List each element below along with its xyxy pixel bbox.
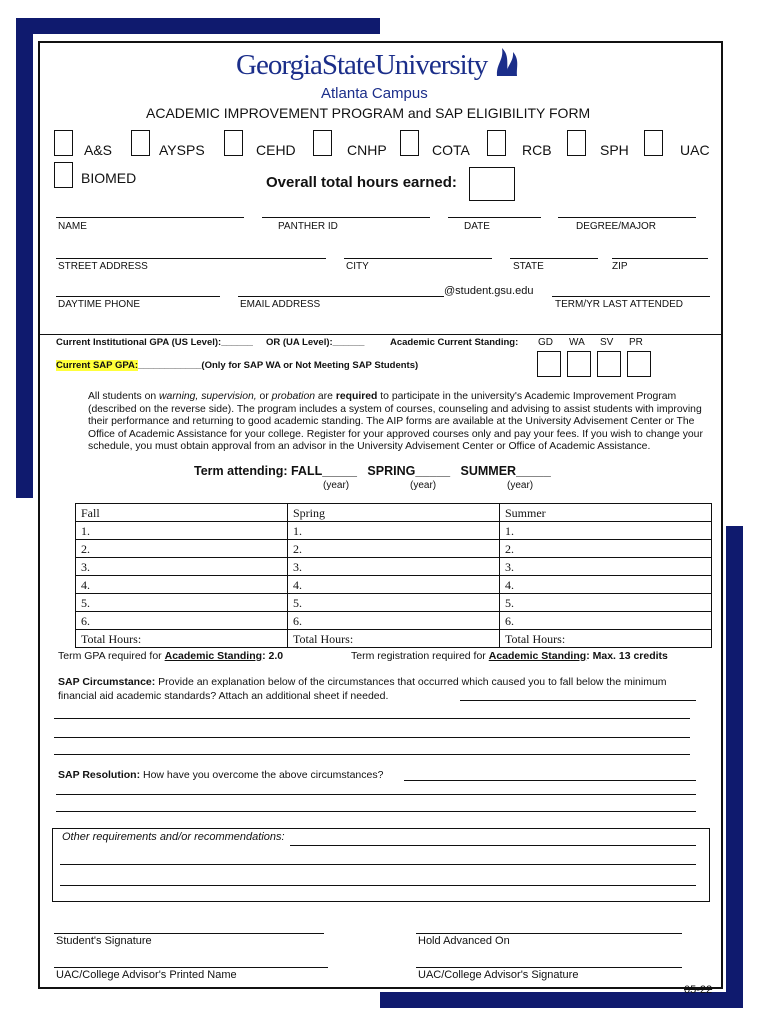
standing-box-gd[interactable] [537,351,561,377]
sap-res-line-1[interactable] [404,780,696,781]
sap-circ-line-2[interactable] [54,718,690,719]
college-label-rcb: RCB [522,142,552,158]
flame-logo-icon [494,46,522,78]
standing-code-pr: PR [629,337,643,348]
reg-req-value: : Max. 13 credits [586,650,668,662]
checkbox-as[interactable] [54,130,73,156]
spring-row-2[interactable]: 2. [288,540,500,558]
college-label-sph: SPH [600,142,629,158]
standing-code-wa: WA [569,337,585,348]
spring-row-6[interactable]: 6. [288,612,500,630]
name-label: NAME [58,221,87,232]
term-reg-requirement [351,650,668,662]
gpa-req-value: : 2.0 [262,650,284,662]
college-label-biomed: BIOMED [81,170,137,186]
spring-row-3[interactable]: 3. [288,558,500,576]
summer-row-1[interactable]: 1. [500,522,712,540]
para-required: required [335,391,378,402]
fall-row-4[interactable]: 4. [76,576,288,594]
table-row[interactable] [76,594,712,612]
other-line-1[interactable] [290,845,696,846]
email-suffix: @student.gsu.edu [444,285,534,297]
hold-advanced-line[interactable] [416,933,682,934]
col-summer: Summer [500,504,712,522]
summer-row-5[interactable]: 5. [500,594,712,612]
form-title: ACADEMIC IMPROVEMENT PROGRAM and SAP ELIGIBILITY FORM [146,105,591,121]
summer-row-2[interactable]: 2. [500,540,712,558]
college-label-cota: COTA [432,142,470,158]
spring-row-5[interactable]: 5. [288,594,500,612]
standing-box-wa[interactable] [567,351,591,377]
spring-row-4[interactable]: 4. [288,576,500,594]
term-last-label: TERM/YR LAST ATTENDED [555,299,683,310]
street-label: STREET ADDRESS [58,261,148,272]
other-line-3[interactable] [60,885,696,886]
college-label-aysps: AYSPS [159,142,205,158]
term-last-line[interactable] [552,296,710,297]
college-label-as: A&S [84,142,113,158]
para-text-4: to participate in the university's Academic Improvement Program (described on the reverse side). The program includes a system of courses, counseling and advising to assist students with improving their performance and returning to good academic standing. The AIP forms are available at the University Advisement Center or The Office of Academic Assistance for your college. Register for your approved courses only and pay your fees. If you wish to change your schedule, you must obtain approval from an advisor in the University Advisement Center or Office of Academic Assistance. [88,391,703,453]
fall-total[interactable]: Total Hours: [76,630,288,648]
advisor-signature-label: UAC/College Advisor's Signature [418,969,579,981]
col-fall: Fall [76,504,288,522]
panther-id-label: PANTHER ID [278,221,338,232]
reg-req-standing: Academic Standing [488,650,587,662]
gpa-top-rule [40,334,721,335]
sap-circumstance-text [58,676,698,703]
degree-line[interactable] [558,217,696,218]
ua-level-gpa: OR (UA Level):______ [266,337,365,348]
panther-id-line[interactable] [262,217,430,218]
advisor-signature-line[interactable] [416,967,682,968]
standing-code-sv: SV [600,337,614,348]
instructions-paragraph [88,391,712,454]
standing-box-sv[interactable] [597,351,621,377]
current-inst-gpa: Current Institutional GPA (US Level):______ [56,337,253,348]
sap-gpa-highlight: Current SAP GPA: [56,360,138,371]
checkbox-aysps[interactable] [131,130,150,156]
degree-label: DEGREE/MAJOR [576,221,657,232]
student-signature-line[interactable] [54,933,324,934]
sap-circ-line-4[interactable] [54,754,690,755]
decor-bar-right [726,526,743,1006]
city-line[interactable] [344,258,492,259]
sap-gpa-note: (Only for SAP WA or Not Meeting SAP Students) [201,360,419,371]
student-signature-label: Student's Signature [56,935,152,947]
sap-circ-label: SAP Circumstance: [58,676,156,688]
advisor-name-label: UAC/College Advisor's Printed Name [56,969,237,981]
course-hours-table [75,503,712,648]
sap-gpa-blank: ____________ [138,360,202,371]
hold-advanced-label: Hold Advanced On [418,935,510,947]
email-line[interactable] [238,296,444,297]
sap-res-label: SAP Resolution: [58,769,141,781]
table-total-row[interactable] [76,630,712,648]
standing-label: Academic Current Standing: [390,337,519,348]
para-text-2: or [256,391,272,402]
gpa-req-standing: Academic Standing [164,650,263,662]
zip-label: ZIP [612,261,628,272]
fall-row-2[interactable]: 2. [76,540,288,558]
fall-row-3[interactable]: 3. [76,558,288,576]
advisor-name-line[interactable] [54,967,328,968]
gpa-req-prefix: Term GPA required for [58,650,165,662]
term-year-fall: (year) [323,480,350,491]
summer-row-6[interactable]: 6. [500,612,712,630]
table-row[interactable] [76,522,712,540]
sap-circ-line-3[interactable] [54,737,690,738]
decor-bar-top [16,18,380,34]
term-year-spring: (year) [410,480,437,491]
sap-res-question: How have you overcome the above circumstances? [140,769,384,781]
para-text-3: are [315,391,336,402]
other-requirements-label: Other requirements and/or recommendations: [62,831,285,843]
checkbox-cnhp[interactable] [313,130,332,156]
fall-row-5[interactable]: 5. [76,594,288,612]
overall-hours-label: Overall total hours earned: [266,174,457,191]
para-probation: probation [271,391,316,402]
summer-row-3[interactable]: 3. [500,558,712,576]
checkbox-rcb[interactable] [487,130,506,156]
email-label: EMAIL ADDRESS [240,299,321,310]
checkbox-uac[interactable] [644,130,663,156]
college-label-cnhp: CNHP [347,142,387,158]
table-row[interactable] [76,612,712,630]
spring-total[interactable]: Total Hours: [288,630,500,648]
phone-line[interactable] [56,296,220,297]
para-text-1: All students on [88,391,160,402]
checkbox-sph[interactable] [567,130,586,156]
summer-total[interactable]: Total Hours: [500,630,712,648]
overall-hours-input[interactable] [469,167,515,201]
term-attending-label: Term attending: FALL_____ SPRING_____ SUMMER_____ [194,464,551,478]
sap-resolution-text [58,769,383,781]
para-warning: warning, supervision, [159,391,257,402]
table-header-row [76,504,712,522]
university-name: GeorgiaStateUniversity [236,49,488,81]
checkbox-cota[interactable] [400,130,419,156]
reg-req-prefix: Term registration required for [351,650,489,662]
sap-circ-question: Provide an explanation below of the circumstances that occurred which caused you to fall below the minimum financial aid academic standards? Attach an additional sheet if needed. [58,676,667,702]
checkbox-cehd[interactable] [224,130,243,156]
term-year-summer: (year) [507,480,534,491]
name-line[interactable] [56,217,244,218]
college-label-cehd: CEHD [256,142,296,158]
term-gpa-requirement [58,650,283,662]
date-label: DATE [464,221,490,232]
table-row[interactable] [76,558,712,576]
other-line-2[interactable] [60,864,696,865]
sap-res-line-3[interactable] [56,811,696,812]
sap-circ-line-1[interactable] [460,700,696,701]
table-row[interactable] [76,540,712,558]
table-row[interactable] [76,576,712,594]
city-label: CITY [346,261,369,272]
fall-row-6[interactable]: 6. [76,612,288,630]
campus-label: Atlanta Campus [321,85,428,102]
street-line[interactable] [56,258,326,259]
zip-line[interactable] [612,258,708,259]
decor-bar-left [16,18,33,498]
state-label: STATE [513,261,544,272]
fall-row-1[interactable]: 1. [76,522,288,540]
summer-row-4[interactable]: 4. [500,576,712,594]
sap-res-line-2[interactable] [56,794,696,795]
standing-code-gd: GD [538,337,553,348]
standing-box-pr[interactable] [627,351,651,377]
phone-label: DAYTIME PHONE [58,299,141,310]
sap-gpa-label [56,360,418,371]
form-version-code: 05-22 [684,984,713,996]
checkbox-biomed[interactable] [54,162,73,188]
state-line[interactable] [510,258,598,259]
university-logo [236,46,522,82]
date-line[interactable] [448,217,541,218]
col-spring: Spring [288,504,500,522]
spring-row-1[interactable]: 1. [288,522,500,540]
college-label-uac: UAC [680,142,710,158]
